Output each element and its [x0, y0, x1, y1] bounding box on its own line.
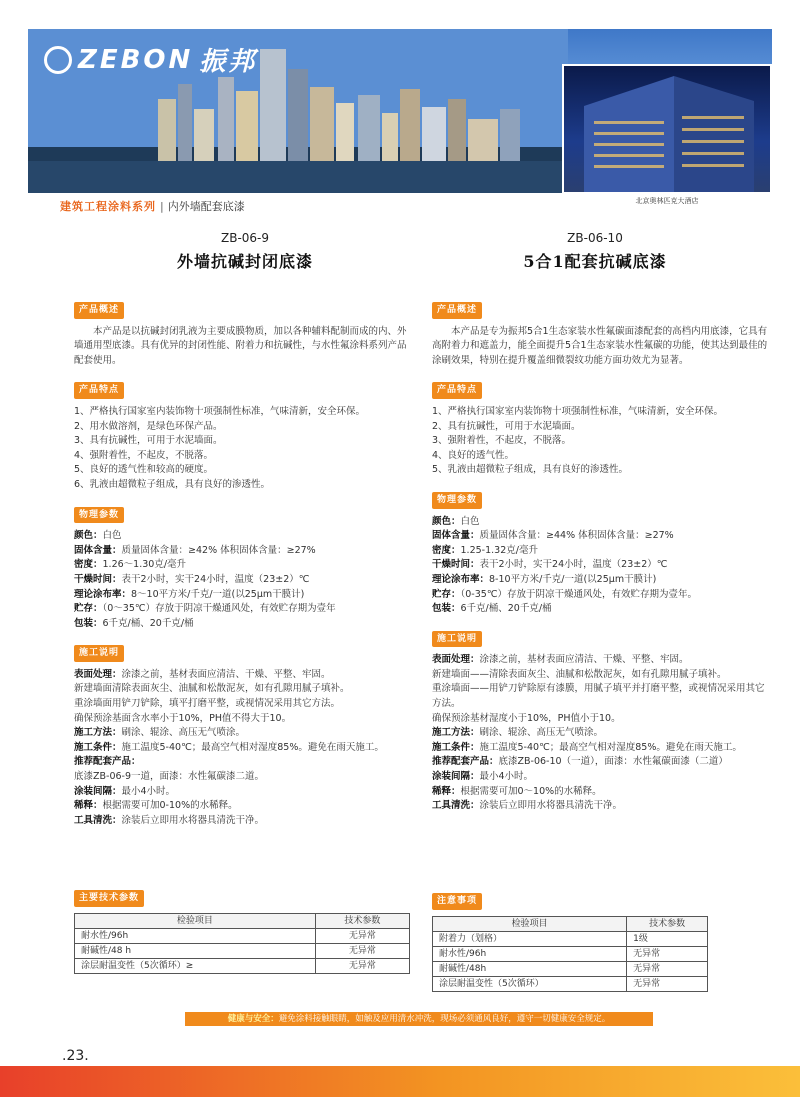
list-item: 涂装间隔：最小4小时。 [74, 785, 176, 797]
table-row [75, 943, 410, 958]
brand-chinese: 振邦 [199, 47, 258, 77]
list-item: 4、良好的透气性。 [432, 449, 515, 461]
right-overview-text: 本产品是专为振邦5合1生态家装水性氟碳面漆配套的高档内用底漆，它具有高附着力和遮盖力，能全面提升5合1生态家装水性氟碳的功能，使其达到最佳的涂刷效果，特别在提升覆盖细微裂纹功能方面功效尤为显著。 [432, 325, 768, 366]
table-row [75, 928, 410, 943]
table-header-row [75, 913, 410, 928]
table-cell: 耐碱性/48 h [75, 943, 316, 958]
list-item: 6、乳液由超微粒子组成，具有良好的渗透性。 [74, 478, 271, 490]
table-cell: 涂层耐温变性（5次循环）≥ [75, 958, 316, 973]
left-overview-text: 本产品是以抗碱封闭乳液为主要成膜物质，加以各种辅料配制而成的内、外墙通用型底漆。具有优异的封闭性能、附着力和抗碱性，与水性氟涂料系列产品配套使用。 [74, 325, 407, 366]
column-header: 技术参数 [315, 913, 409, 928]
list-item: 1、严格执行国家室内装饰物十项强制性标准，气味清新，安全环保。 [74, 405, 366, 417]
left-overview-badge: 产品概述 [74, 302, 124, 319]
series-sub: 内外墙配套底漆 [167, 200, 245, 213]
table-cell: 1级 [627, 931, 708, 946]
list-item: 施工条件：施工温度5-40℃；最高空气相对湿度85%。避免在雨天施工。 [432, 741, 742, 753]
list-item: 5、乳液由超微粒子组成，具有良好的渗透性。 [432, 464, 629, 476]
left-product-heading [120, 231, 370, 272]
table-cell: 无异常 [315, 928, 409, 943]
table-cell: 无异常 [627, 976, 708, 991]
table-cell: 无异常 [627, 946, 708, 961]
table-cell: 无异常 [315, 943, 409, 958]
list-item: 理论涂布率：8～10平方米/千克/一道(以25μm干膜计) [74, 588, 305, 600]
table-cell: 耐水性/96h [433, 946, 627, 961]
list-item: 表面处理：涂漆之前，基材表面应清洁、干燥、平整、牢固。 [432, 654, 689, 666]
right-column [432, 302, 768, 820]
table-row [433, 961, 708, 976]
right-spec-section [432, 893, 708, 992]
list-item: 2、用水做溶剂，是绿色环保产品。 [74, 420, 223, 432]
health-safety-banner [185, 1012, 653, 1026]
list-item: 颜色：白色 [74, 530, 122, 542]
table-row [433, 946, 708, 961]
left-column [74, 302, 410, 834]
left-spec-badge: 主要技术参数 [74, 890, 144, 907]
list-item: 密度：1.25-1.32克/毫升 [432, 544, 538, 556]
list-item: 干燥时间：表干2小时，实干24小时，温度（23±2）℃ [74, 573, 310, 585]
column-header: 检验项目 [433, 916, 627, 931]
list-item: 2、具有抗碱性，可用于水泥墙面。 [432, 420, 581, 432]
right-product-code: ZB-06-10 [567, 231, 623, 245]
list-item: 新建墙面清除表面灰尘、油腻和松散泥灰，如有孔隙用腻子填补。 [74, 683, 350, 695]
list-item: 施工方法：刷涂、辊涂、高压无气喷涂。 [74, 727, 246, 739]
hotel-photo [562, 64, 772, 194]
health-safety-label: 健康与安全： [227, 1014, 279, 1024]
list-item: 包装：6千克/桶、20千克/桶 [432, 603, 552, 615]
table-cell: 无异常 [315, 958, 409, 973]
right-features-badge: 产品特点 [432, 382, 482, 399]
list-item: 涂装间隔：最小4小时。 [432, 771, 534, 783]
list-item: 施工方法：刷涂、辊涂、高压无气喷涂。 [432, 727, 604, 739]
list-item: 固体含量：质量固体含量：≥44% 体积固体含量：≥27% [432, 530, 674, 542]
left-physical-badge: 物理参数 [74, 507, 124, 524]
list-item: 推荐配套产品： [74, 756, 141, 768]
table-cell: 涂层耐温变性（5次循环） [433, 976, 627, 991]
right-physical-list [432, 515, 768, 617]
bottom-color-bar [0, 1066, 800, 1097]
list-item: 底漆ZB-06-9一道，面漆：水性氟碳漆二道。 [74, 771, 265, 783]
list-item: 1、严格执行国家室内装饰物十项强制性标准，气味清新，安全环保。 [432, 405, 724, 417]
left-construction-list [74, 668, 410, 829]
right-spec-badge: 注意事项 [432, 893, 482, 910]
health-safety-text: 避免涂料接触眼睛，如触及应用清水冲洗，现场必须通风良好，遵守一切健康安全规定。 [278, 1014, 611, 1024]
right-product-name: 5合1配套抗碱底漆 [523, 252, 667, 271]
table-cell: 耐水性/96h [75, 928, 316, 943]
list-item: 4、强附着性，不起皮，不脱落。 [74, 449, 214, 461]
list-item: 贮存：（0～35℃）存放于阴凉干燥通风处，有效贮存期为壹年 [74, 603, 336, 615]
brand-logo [44, 41, 257, 78]
list-item: 重涂墙面用铲刀铲除，填平打磨平整，或视情况采用其它方法。 [74, 698, 341, 710]
list-item: 干燥时间：表干2小时，实干24小时，温度（23±2）℃ [432, 559, 668, 571]
left-physical-list [74, 529, 410, 631]
series-breadcrumb [60, 198, 245, 214]
list-item: 理论涂布率：8-10平方米/千克/一道(以25μm干膜计) [432, 573, 657, 585]
column-header: 检验项目 [75, 913, 316, 928]
table-row [433, 931, 708, 946]
column-header: 技术参数 [627, 916, 708, 931]
right-construction-list [432, 653, 768, 814]
left-features-badge: 产品特点 [74, 382, 124, 399]
left-features-list [74, 405, 410, 493]
list-item: 固体含量：质量固体含量：≥42% 体积固体含量：≥27% [74, 544, 316, 556]
table-row [433, 976, 708, 991]
table-header-row [433, 916, 708, 931]
list-item: 颜色：白色 [432, 515, 480, 527]
list-item: 确保预涂基材湿度小于10%，PH值小于10。 [432, 712, 621, 724]
left-construction-badge: 施工说明 [74, 645, 124, 662]
right-spec-table [432, 916, 708, 992]
list-item: 推荐配套产品：底漆ZB-06-10（一道），面漆：水性氟碳面漆（二道） [432, 756, 728, 768]
list-item: 稀释：根据需要可加0～10%的水稀释。 [432, 785, 602, 797]
list-item: 贮存：（0-35℃）存放于阴凉干燥通风处，有效贮存期为壹年。 [432, 588, 697, 600]
left-spec-section [74, 890, 410, 974]
list-item: 3、强附着性，不起皮，不脱落。 [432, 435, 572, 447]
list-item: 施工条件：施工温度5-40℃；最高空气相对湿度85%。避免在雨天施工。 [74, 741, 384, 753]
right-product-heading [470, 231, 720, 272]
logo-mark-icon [44, 46, 72, 74]
list-item: 稀释：根据需要可加0-10%的水稀释。 [74, 800, 238, 812]
left-product-name: 外墙抗碱封闭底漆 [176, 252, 313, 271]
brand-name: ZEBON [78, 44, 194, 75]
list-item: 工具清洗：涂装后立即用水将器具清洗干净。 [432, 800, 623, 812]
list-item: 包装：6千克/桶、20千克/桶 [74, 617, 194, 629]
right-physical-badge: 物理参数 [432, 492, 482, 509]
list-item: 重涂墙面——用铲刀铲除原有漆膜，用腻子填平并打磨平整，或视情况采用其它方法。 [432, 683, 765, 710]
list-item: 5、良好的透气性和较高的硬度。 [74, 464, 214, 476]
series-separator: | [160, 200, 164, 213]
right-construction-badge: 施工说明 [432, 631, 482, 648]
table-row [75, 958, 410, 973]
list-item: 工具清洗：涂装后立即用水将器具清洗干净。 [74, 814, 265, 826]
page-number: .23. [62, 1048, 89, 1064]
list-item: 3、具有抗碱性，可用于水泥墙面。 [74, 435, 223, 447]
right-overview-badge: 产品概述 [432, 302, 482, 319]
hotel-caption: 北京奥林匹克大酒店 [635, 197, 699, 205]
list-item: 新建墙面——清除表面灰尘、油腻和松散泥灰，如有孔隙用腻子填补。 [432, 668, 727, 680]
hotel-building-image [564, 66, 770, 192]
list-item: 密度：1.26～1.30克/毫升 [74, 559, 187, 571]
list-item: 确保预涂基面含水率小于10%，PH值不得大于10。 [74, 712, 292, 724]
series-main: 建筑工程涂料系列 [60, 200, 156, 213]
left-spec-table [74, 913, 410, 974]
list-item: 表面处理：涂漆之前，基材表面应清洁、干燥、平整、牢固。 [74, 668, 331, 680]
table-cell: 附着力（划格） [433, 931, 627, 946]
right-features-list [432, 405, 768, 478]
table-cell: 无异常 [627, 961, 708, 976]
left-product-code: ZB-06-9 [220, 231, 270, 245]
table-cell: 耐碱性/48h [433, 961, 627, 976]
